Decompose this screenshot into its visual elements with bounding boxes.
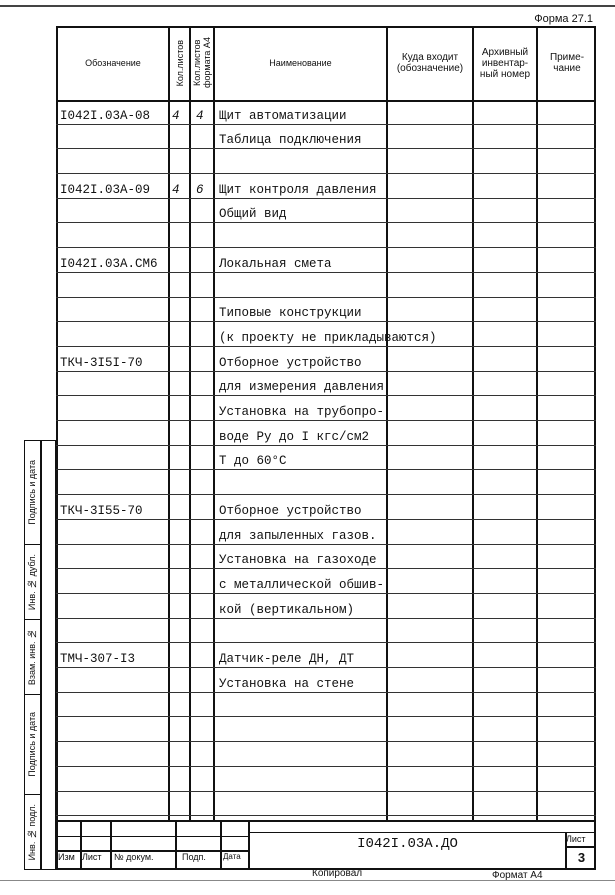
stamp-line (565, 846, 596, 848)
table-row (56, 495, 596, 520)
sheet-number: 3 (577, 850, 586, 865)
strip-label: Взам. инв. № (27, 628, 37, 686)
table-row (56, 545, 596, 570)
name-cell: для измерения давления (219, 380, 385, 395)
name-cell: Установка на газоходе (219, 553, 377, 568)
table-row (56, 668, 596, 693)
header-where-used: Куда входит (обозначение) (396, 52, 464, 74)
header-name: Наименование (269, 57, 332, 68)
table-row (56, 421, 596, 446)
table-row (56, 569, 596, 594)
header-sheets (170, 26, 189, 100)
stamp-line (56, 820, 596, 822)
table-row (56, 174, 596, 199)
table-row (56, 643, 596, 668)
strip-label: Подпись и дата (27, 712, 37, 777)
designation-cell: I042I.03A.СМ6 (60, 256, 158, 271)
format-label: Формат А4 (492, 870, 543, 881)
table-row (56, 322, 596, 347)
name-cell: Локальная смета (219, 256, 332, 271)
name-cell: Т до 60°С (219, 454, 287, 469)
table-row (56, 693, 596, 718)
strip-orig-inv (24, 795, 40, 870)
designation-cell: ТКЧ-3I5I-70 (60, 355, 143, 370)
strip-sign-date-2 (24, 695, 40, 795)
name-cell: (к проекту не прикладываются) (219, 330, 437, 345)
stamp-change: Изм (58, 852, 75, 862)
strip-label: Инв. № дубл. (27, 553, 37, 611)
stamp-line (110, 820, 112, 870)
header-sheets-a4-text: Кол.листов формата А4 (192, 37, 212, 89)
name-cell: Общий вид (219, 207, 287, 222)
name-cell: Типовые конструкции (219, 306, 362, 321)
document-code: I042I.03A.ДО (357, 836, 458, 852)
strip-dup-inv (24, 545, 40, 620)
table-row (56, 125, 596, 150)
sheets-a4-cell: 4 (196, 108, 204, 123)
header-archive: Архивный инвентар-ный номер (479, 46, 531, 80)
designation-cell: ТМЧ-307-I3 (60, 652, 136, 667)
table-row (56, 619, 596, 644)
table-row (56, 347, 596, 372)
strip-label: Подпись и дата (27, 459, 37, 525)
name-cell: Установка на стене (219, 676, 355, 691)
table-row (56, 792, 596, 817)
table-row (56, 767, 596, 792)
stamp-doc-no: № докум. (114, 852, 154, 862)
table-row (56, 742, 596, 767)
stamp-line (220, 820, 222, 870)
sheets-cell: 4 (172, 108, 180, 123)
strip-sign-date-1 (24, 440, 40, 545)
name-cell: Щит контроля давления (219, 182, 377, 197)
name-cell: Датчик-реле ДН, ДТ (219, 652, 355, 667)
strip-label: Инв. № подл. (27, 804, 37, 861)
copied-label: Копировал (312, 868, 363, 879)
table-row (56, 718, 596, 743)
stamp-sheet: Лист (82, 852, 102, 862)
table-row (56, 100, 596, 125)
designation-cell: ТКЧ-3I55-70 (60, 503, 143, 518)
sheet-label: Лист (566, 834, 586, 844)
table-row (56, 372, 596, 397)
stamp-line (80, 820, 82, 870)
designation-cell: I042I.03A-08 (60, 108, 151, 123)
top-border (0, 5, 615, 7)
header-sheets-text: Кол.листов (174, 39, 185, 87)
strip-divider (40, 440, 42, 870)
table-row (56, 199, 596, 224)
form-label: Форма 27.1 (534, 13, 593, 25)
name-cell: воде Ру до I кгс/см2 (219, 429, 370, 444)
header-designation: Обозначение (85, 57, 141, 68)
name-cell: Щит автоматизации (219, 108, 347, 123)
stamp-date: Дата (223, 852, 241, 861)
stamp-line (248, 832, 596, 833)
table-row (56, 396, 596, 421)
table-row (56, 446, 596, 471)
sheets-a4-cell: 6 (196, 182, 204, 197)
name-cell: Отборное устройство (219, 355, 362, 370)
table-row (56, 149, 596, 174)
name-cell: Отборное устройство (219, 503, 362, 518)
name-cell: Установка на трубопро- (219, 405, 385, 420)
strip-repl-inv (24, 620, 40, 695)
table-row (56, 471, 596, 496)
table-row (56, 594, 596, 619)
stamp-sign: Подп. (182, 852, 206, 862)
header-note: Приме-чание (549, 52, 585, 74)
name-cell: Таблица подключения (219, 133, 362, 148)
name-cell: для запыленных газов. (219, 528, 377, 543)
header-sheets-a4 (191, 26, 213, 100)
table-row (56, 520, 596, 545)
table-row (56, 298, 596, 323)
name-cell: кой (вертикальном) (219, 602, 355, 617)
designation-cell: I042I.03A-09 (60, 182, 151, 197)
name-cell: с металлической обшив- (219, 577, 385, 592)
sheets-cell: 4 (172, 182, 180, 197)
table-row (56, 224, 596, 249)
table-row (56, 273, 596, 298)
table-row (56, 248, 596, 273)
stamp-line (175, 820, 177, 870)
